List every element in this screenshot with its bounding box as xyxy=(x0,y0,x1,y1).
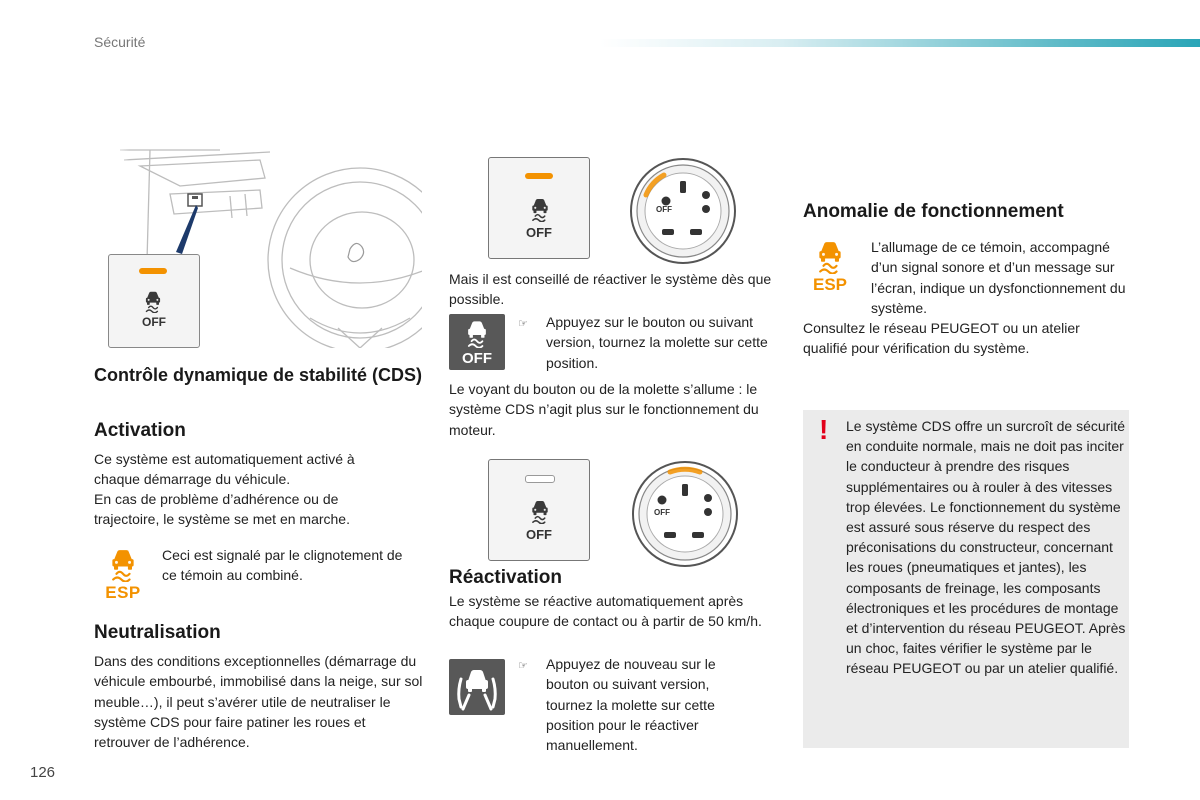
warning-exclamation-icon: ! xyxy=(819,414,829,445)
activation-heading: Activation xyxy=(94,420,186,441)
anomalie-text-1: L’allumage de ce témoin, accompagné d’un signal sonore et d’un message sur l’écran, indique un dysfonctionnement du système. xyxy=(871,239,1126,316)
off-label: OFF xyxy=(526,527,552,542)
cds-off-button-callout xyxy=(108,254,200,348)
car-skid-icon xyxy=(813,238,847,274)
cds-off-button-active xyxy=(488,157,590,259)
anomalie-text-2: Consultez le réseau PEUGEOT ou un atelier qualifié pour vérification du système. xyxy=(803,320,1080,357)
neutralisation-heading: Neutralisation xyxy=(94,622,221,643)
reactivation-heading: Réactivation xyxy=(449,567,562,588)
warning-text: Le système CDS offre un surcroît de sécurité en conduite normale, mais ne doit pas inciter le conducteur à prendre des risques supplémentaires ou à rouler à des vitesses trop élevées. Le fonctionnement du système est assuré sous réserve du respect des préconisations du constructeur, concernant les roues (pneumatiques et jantes), les composants de freinage, les composants électroniques et les procédures de montage et d’intervention du réseau PEUGEOT. Après un choc, faites vérifier le système par le réseau PEUGEOT ou par un atelier qualifié. xyxy=(846,418,1126,677)
car-skid-icon xyxy=(527,196,553,222)
pointer-bullet: ☞ xyxy=(518,318,528,330)
advice-text: Mais il est conseillé de réactiver le système dès que possible. xyxy=(449,271,772,308)
esp-label: ESP xyxy=(812,275,848,294)
pointer-bullet: ☞ xyxy=(518,660,528,672)
dial-graphic xyxy=(630,460,740,568)
page-number: 126 xyxy=(30,764,56,781)
car-skid-icon xyxy=(462,318,492,348)
dashboard-illustration xyxy=(110,148,422,348)
car-skid-icon xyxy=(106,546,140,582)
step-2-text: Appuyez de nouveau sur le bouton ou suivant version, tournez la molette sur cette position pour le réactiver manuellement. xyxy=(546,656,716,754)
dial-off-label: OFF xyxy=(656,205,672,214)
cds-title: Contrôle dynamique de stabilité (CDS) xyxy=(94,365,423,385)
cds-rotary-dial-active xyxy=(628,157,738,265)
step-1 xyxy=(518,312,788,373)
header-accent-bar xyxy=(600,39,1200,47)
activation-text-1: Ce système est automatiquement activé à chaque démarrage du véhicule. xyxy=(94,451,355,488)
dial-off-label: OFF xyxy=(654,508,670,517)
step-2 xyxy=(518,654,788,755)
section-title: Sécurité xyxy=(94,34,146,50)
button-led-inactive xyxy=(525,475,555,483)
button-led xyxy=(139,268,167,274)
cds-rotary-dial-normal xyxy=(630,460,740,568)
car-road-icon xyxy=(449,659,505,715)
lamp-note: Ceci est signalé par le clignotement de ce témoin au combiné. xyxy=(162,547,403,584)
voyant-text: Le voyant du bouton ou de la molette s’allume : le système CDS n’agit plus sur le fonctionnement du moteur. xyxy=(449,381,759,438)
button-led-active xyxy=(525,173,553,179)
off-label: OFF xyxy=(526,225,552,240)
anomalie-heading: Anomalie de fonctionnement xyxy=(803,201,1064,222)
off-label: OFF xyxy=(462,350,492,367)
esp-warning-lamp-icon xyxy=(810,238,850,300)
step-1-text: Appuyez sur le bouton ou suivant version, tournez la molette sur cette position. xyxy=(546,314,768,371)
dial-graphic xyxy=(628,157,738,265)
cds-reactivate-icon xyxy=(449,659,505,715)
cds-off-icon xyxy=(449,314,505,370)
esp-warning-lamp-icon xyxy=(104,546,142,608)
esp-label: ESP xyxy=(105,583,141,602)
off-label: OFF xyxy=(142,315,166,329)
car-skid-icon xyxy=(141,289,165,313)
activation-text-2: En cas de problème d’adhérence ou de trajectoire, le système se met en marche. xyxy=(94,491,350,528)
reactivation-text: Le système se réactive automatiquement après chaque coupure de contact ou à partir de 50 km/h. xyxy=(449,593,762,630)
neutralisation-text: Dans des conditions exceptionnelles (démarrage du véhicule embourbé, immobilisé dans la neige, sur sol meuble…), il peut s’avérer utile de neutraliser le système CDS pour faire patiner les roues et retrouver de l’adhérence. xyxy=(94,653,423,751)
car-skid-icon xyxy=(527,498,553,524)
cds-off-button-inactive xyxy=(488,459,590,561)
safety-warning-box xyxy=(803,410,1129,748)
